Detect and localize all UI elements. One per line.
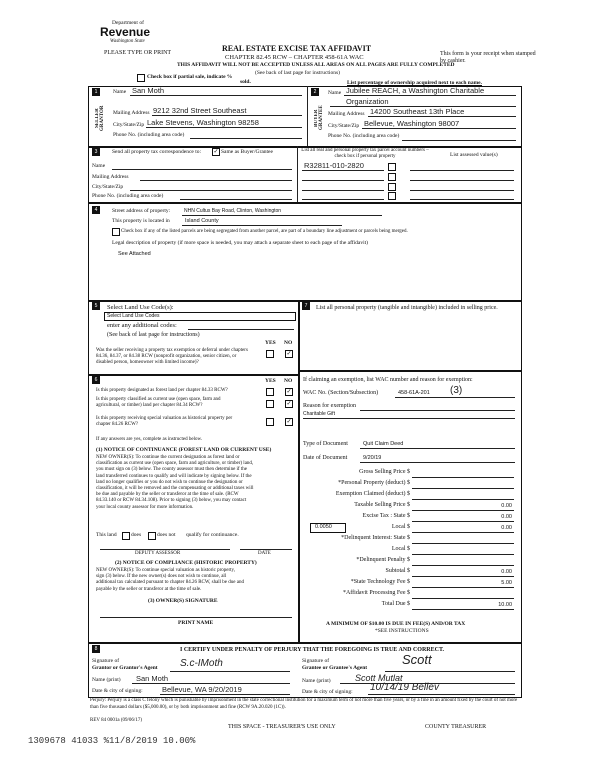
historic-no-checkbox[interactable]: ✓: [286, 419, 292, 425]
buyer-mailing-label: Mailing Address: [328, 111, 365, 117]
does-not-checkbox[interactable]: [148, 532, 156, 540]
parcel-header: List all real and personal property tax parcel account numbers – check box if personal property: [301, 148, 429, 159]
section-4-marker: 4: [92, 206, 100, 214]
buyer-city[interactable]: Bellevue, Washington 98007: [364, 119, 460, 128]
personal-property-checkbox-3[interactable]: [388, 183, 396, 191]
excise-local-label: Local $: [391, 524, 410, 530]
taxable-price-value[interactable]: 0.00: [501, 503, 512, 509]
grantor-date-label: Date & city of signing:: [92, 688, 143, 694]
section-1-marker: 1: [92, 88, 100, 96]
section6-no: NO: [284, 378, 293, 384]
reason-label: Reason for exemption: [303, 403, 356, 409]
logo-dept: Department of: [112, 20, 144, 26]
notice-continuance-body: NEW OWNER(S): To continue the current designation as forest land or classification as current use (open space, farm and agriculture, or timber) land, you must sign on (3) below. The county assessor must then determine if the land transferred continues to qualify and will indicate by signing below. If the land no longer qualifies or you do not wish to continue the designation or classification, it will be removed and the compensating or additional taxes will be due and payable by the seller or transferor at the time of sale. (RCW 84.33.140 or RCW 84.34.108). Prior to signing (3) below, you may contact your local county assessor for more information.: [96, 455, 254, 510]
seller-name[interactable]: San Moth: [132, 86, 165, 95]
does-label: does: [131, 532, 142, 538]
page-title: REAL ESTATE EXCISE TAX AFFIDAVIT: [222, 44, 372, 53]
section5-no: NO: [284, 340, 293, 346]
section-6-marker: 6: [92, 376, 100, 384]
logo-revenue: Revenue: [100, 25, 151, 39]
wac-value[interactable]: 458-61A-201: [398, 390, 430, 396]
exemption-yes-checkbox[interactable]: [266, 350, 274, 358]
partial-sale-label: Check box if partial sale, indicate %: [147, 74, 233, 80]
tech-fee-value[interactable]: 5.00: [501, 580, 512, 586]
chapter: CHAPTER 82.45 RCW – CHAPTER 458-61A WAC: [225, 54, 364, 61]
wac-label: WAC No. (Section/Subsection): [303, 390, 379, 396]
total-due-label: Total Due $: [381, 601, 410, 607]
grantee-date-label: Date & city of signing:: [302, 689, 353, 695]
seller-mailing-label: Mailing Address: [113, 110, 150, 116]
county-treasurer: COUNTY TREASURER: [425, 724, 487, 730]
assessed-header: List assessed value(s): [450, 152, 498, 158]
delinquent-interest-local-label: Local $: [391, 546, 410, 552]
seller-name-label: Name: [113, 89, 127, 95]
doc-date-label: Date of Document: [303, 455, 348, 461]
exemption-no-checkbox[interactable]: ✓: [286, 351, 292, 357]
logo-state: Washington State: [110, 39, 145, 44]
deputy-assessor-label: DEPUTY ASSESSOR: [135, 551, 181, 556]
street-label: Street address of property:: [112, 208, 171, 214]
same-as-buyer-label: Same as Buyer/Grantee: [221, 149, 273, 155]
excise-state-label: Excise Tax : State $: [362, 513, 410, 519]
owner-signature-label: (3) OWNER(S) SIGNATURE: [148, 598, 218, 604]
grantee-sig-label1: Signature of: [302, 658, 330, 664]
gross-label: Gross Selling Price $: [359, 469, 410, 475]
see-instructions: *SEE INSTRUCTIONS: [375, 628, 429, 634]
doc-type-label: Type of Document: [303, 441, 348, 447]
treasurer-space: THIS SPACE - TREASURER'S USE ONLY: [228, 724, 336, 730]
corr-name-label: Name: [92, 163, 106, 169]
personal-property-checkbox-1[interactable]: [388, 163, 396, 171]
county-value[interactable]: Island County: [185, 218, 219, 224]
corr-city-label: City/State/Zip: [92, 184, 124, 190]
exemption-deduct-label: Exemption Claimed (deduct) $: [335, 491, 410, 497]
excise-local-value[interactable]: 0.00: [501, 525, 512, 531]
subtotal-value[interactable]: 0.00: [501, 569, 512, 575]
buyer-name-line1[interactable]: Jubilee REACH, a Washington Charitable: [346, 86, 485, 95]
land-use-title: Select Land Use Code(s):: [107, 304, 174, 311]
grantor-date[interactable]: Bellevue, WA 9/20/2019: [162, 685, 242, 694]
buyer-name-line2[interactable]: Organization: [346, 97, 389, 106]
buyer-phone-label: Phone No. (including area code): [328, 133, 400, 139]
doc-type-value[interactable]: Quit Claim Deed: [363, 441, 404, 447]
parcel-number[interactable]: R32811-010-2820: [304, 161, 364, 170]
grantee-name[interactable]: Scott Mutlat: [355, 673, 403, 683]
reason-value[interactable]: Charitable Gift: [303, 411, 335, 417]
segregated-label: Check box if any of the listed parcels are being segregated from another parcel, are part of a boundary line adjustment or parcels being merged.: [121, 229, 408, 234]
grantor-signature[interactable]: S.c-IMoth: [180, 658, 223, 669]
legal-label: Legal description of property (if more space is needed, you may attach a separate sheet to each page of the affidavit): [112, 240, 368, 246]
additional-codes-label: enter any additional codes:: [107, 322, 177, 329]
tax-calculation-table: [300, 468, 518, 608]
seller-city-label: City/State/Zip: [113, 122, 145, 128]
wac-handwritten: (3): [450, 385, 463, 396]
grantee-signature[interactable]: Scott: [402, 652, 432, 667]
receipt-note: This form is your receipt when stamped by cashier.: [440, 51, 536, 64]
grantor-sig-label1: Signature of: [92, 658, 120, 664]
segregated-checkbox[interactable]: [112, 228, 120, 236]
please-type: PLEASE TYPE OR PRINT: [104, 50, 172, 56]
warning: THIS AFFIDAVIT WILL NOT BE ACCEPTED UNLESS ALL AREAS ON ALL PAGES ARE FULLY COMPLETED: [177, 62, 455, 68]
section-5-marker: 5: [92, 302, 100, 310]
forest-yes-checkbox[interactable]: [266, 388, 274, 396]
this-land-label: This land: [96, 532, 117, 538]
doc-date-value[interactable]: 9/20/19: [363, 455, 382, 461]
seller-mailing[interactable]: 9212 32nd Street Southeast: [153, 106, 247, 115]
current-use-question: Is this property classified as current use (open space, farm and agricultural, or timber) land per chapter 84.34 RCW?: [96, 397, 221, 408]
grantee-sig-label2: Grantee or Grantee's Agent: [302, 665, 368, 671]
land-use-placeholder: Select Land Use Codes: [107, 313, 160, 319]
grantor-sig-label2: Grantor or Grantor's Agent: [92, 665, 158, 671]
seller-vertical-label: SELLER GRANTOR: [95, 105, 105, 131]
notice-compliance-title: (2) NOTICE OF COMPLIANCE (HISTORIC PROPERTY): [115, 560, 257, 566]
tech-fee-label: *State Technology Fee $: [350, 579, 410, 585]
print-name-label: PRINT NAME: [178, 620, 214, 626]
delinquent-penalty-label: *Delinquent Penalty $: [356, 557, 410, 563]
personal-property-checkbox-4[interactable]: [388, 192, 396, 200]
section-8-marker: 8: [92, 645, 100, 653]
minimum-due-note: A MINIMUM OF $10.00 IS DUE IN FEE(S) AND/OR TAX: [326, 621, 466, 627]
personal-property-label: List all personal property (tangible and intangible) included in selling price.: [316, 305, 498, 311]
seller-phone-label: Phone No. (including area code): [113, 132, 185, 138]
buyer-mailing[interactable]: 14200 Southeast 13th Place: [370, 107, 465, 116]
taxable-price-label: Taxable Selling Price $: [354, 502, 410, 508]
section5-yes: YES: [265, 340, 276, 346]
total-due-value[interactable]: 10.00: [498, 602, 512, 608]
legal-value[interactable]: See Attached: [118, 251, 151, 257]
processing-fee-label: *Affidavit Processing Fee $: [342, 590, 410, 596]
certify-heading: I CERTIFY UNDER PENALTY OF PERJURY THAT THE FOREGOING IS TRUE AND CORRECT.: [180, 647, 445, 653]
buyer-city-label: City/State/Zip: [328, 123, 360, 129]
dor-logo: [100, 20, 160, 46]
list-pct: List percentage of ownership acquired next to each name.: [347, 80, 482, 86]
form-revision: REV 84 0001a (09/06/17): [90, 718, 142, 723]
located-label: This property is located in: [112, 218, 170, 224]
send-correspondence-label: Send all property tax correspondence to:: [112, 149, 202, 155]
grantor-name[interactable]: San Moth: [136, 674, 169, 683]
delinquent-interest-state-label: *Delinquent Interest: State $: [341, 535, 410, 541]
current-use-yes-checkbox[interactable]: [266, 400, 274, 408]
personal-property-checkbox-2[interactable]: [388, 173, 396, 181]
personal-deduct-label: *Personal Property (deduct) $: [338, 480, 410, 486]
local-rate-value: 0.0050: [315, 524, 332, 530]
notice-compliance-body: NEW OWNER(S): To continue special valuation as historic property, sign (3) below. If the new owner(s) does not wish to continue, all additional tax calculated pursuant to chapter 84.26 RCW, shall be due and payable by the seller or transferor at the time of sale.: [96, 568, 244, 592]
grantee-date[interactable]: 10/14/19 Bellev: [370, 682, 439, 693]
see-back: (See back of last page for instructions): [255, 70, 340, 76]
deputy-date-label: DATE: [258, 551, 271, 556]
excise-state-value[interactable]: 0.00: [501, 514, 512, 520]
corr-phone-label: Phone No. (including area code): [92, 193, 164, 199]
section6-yes: YES: [265, 378, 276, 384]
exemption-question: Was the seller receiving a property tax exemption or deferral under chapters 84.36, 84.37, or 84.38 RCW (nonprofit organization, senior citizen, or disabled person, homeowner with limited income)?: [96, 348, 248, 365]
section-2-marker: 2: [311, 88, 319, 96]
grantee-name-label: Name (print): [302, 678, 331, 684]
street-value[interactable]: NHN Cultus Bay Road, Clinton, Washington: [184, 208, 282, 214]
if-yes-note: If any answers are yes, complete as instructed below.: [96, 437, 203, 442]
notice-continuance-title: (1) NOTICE OF CONTINUANCE (FOREST LAND OR CURRENT USE): [96, 447, 272, 453]
historic-question: Is this property receiving special valuation as historical property per chapter 84.26 RCW?: [96, 416, 233, 427]
section5-see-back: (See back of last page for instructions): [107, 332, 200, 338]
subtotal-label: Subtotal $: [385, 568, 410, 574]
section-3-marker: 3: [92, 148, 100, 156]
same-as-buyer-checkbox[interactable]: ✓: [213, 149, 219, 155]
qualify-label: qualify for continuance.: [186, 532, 239, 538]
buyer-vertical-label: BUYER GRANTEE: [314, 105, 324, 131]
forest-question: Is this property designated as forest land per chapter 84.33 RCW?: [96, 388, 228, 393]
historic-yes-checkbox[interactable]: [266, 418, 274, 426]
corr-mailing-label: Mailing Address: [92, 174, 129, 180]
partial-sale-checkbox[interactable]: [137, 74, 145, 82]
forest-no-checkbox[interactable]: ✓: [286, 389, 292, 395]
perjury-note: Perjury: Perjury is a class C felony which is punishable by imprisonment in the state correctional institution for a maximum term of not more than five years, or by a fine in an amount fixed by the court of not more than five thousand dollars ($5,000.00), or by both imprisonment and fine (RCW 9A.20.020 (1C)).: [90, 698, 518, 710]
buyer-name-label: Name: [328, 90, 342, 96]
claim-exemption-label: If claiming an exemption, list WAC number and reason for exemption:: [303, 377, 473, 383]
treasurer-stamp: 1309678 41033 %11/8/2019 10.00%: [28, 736, 196, 746]
grantor-name-label: Name (print): [92, 677, 121, 683]
does-not-label: does not: [157, 532, 176, 538]
seller-city[interactable]: Lake Stevens, Washington 98258: [147, 118, 259, 127]
sold-label: sold.: [240, 79, 251, 85]
land-use-select[interactable]: [104, 312, 296, 321]
section-4-box: [88, 202, 522, 302]
current-use-no-checkbox[interactable]: ✓: [286, 401, 292, 407]
section-7-marker: 7: [302, 302, 310, 310]
does-checkbox[interactable]: [122, 532, 130, 540]
